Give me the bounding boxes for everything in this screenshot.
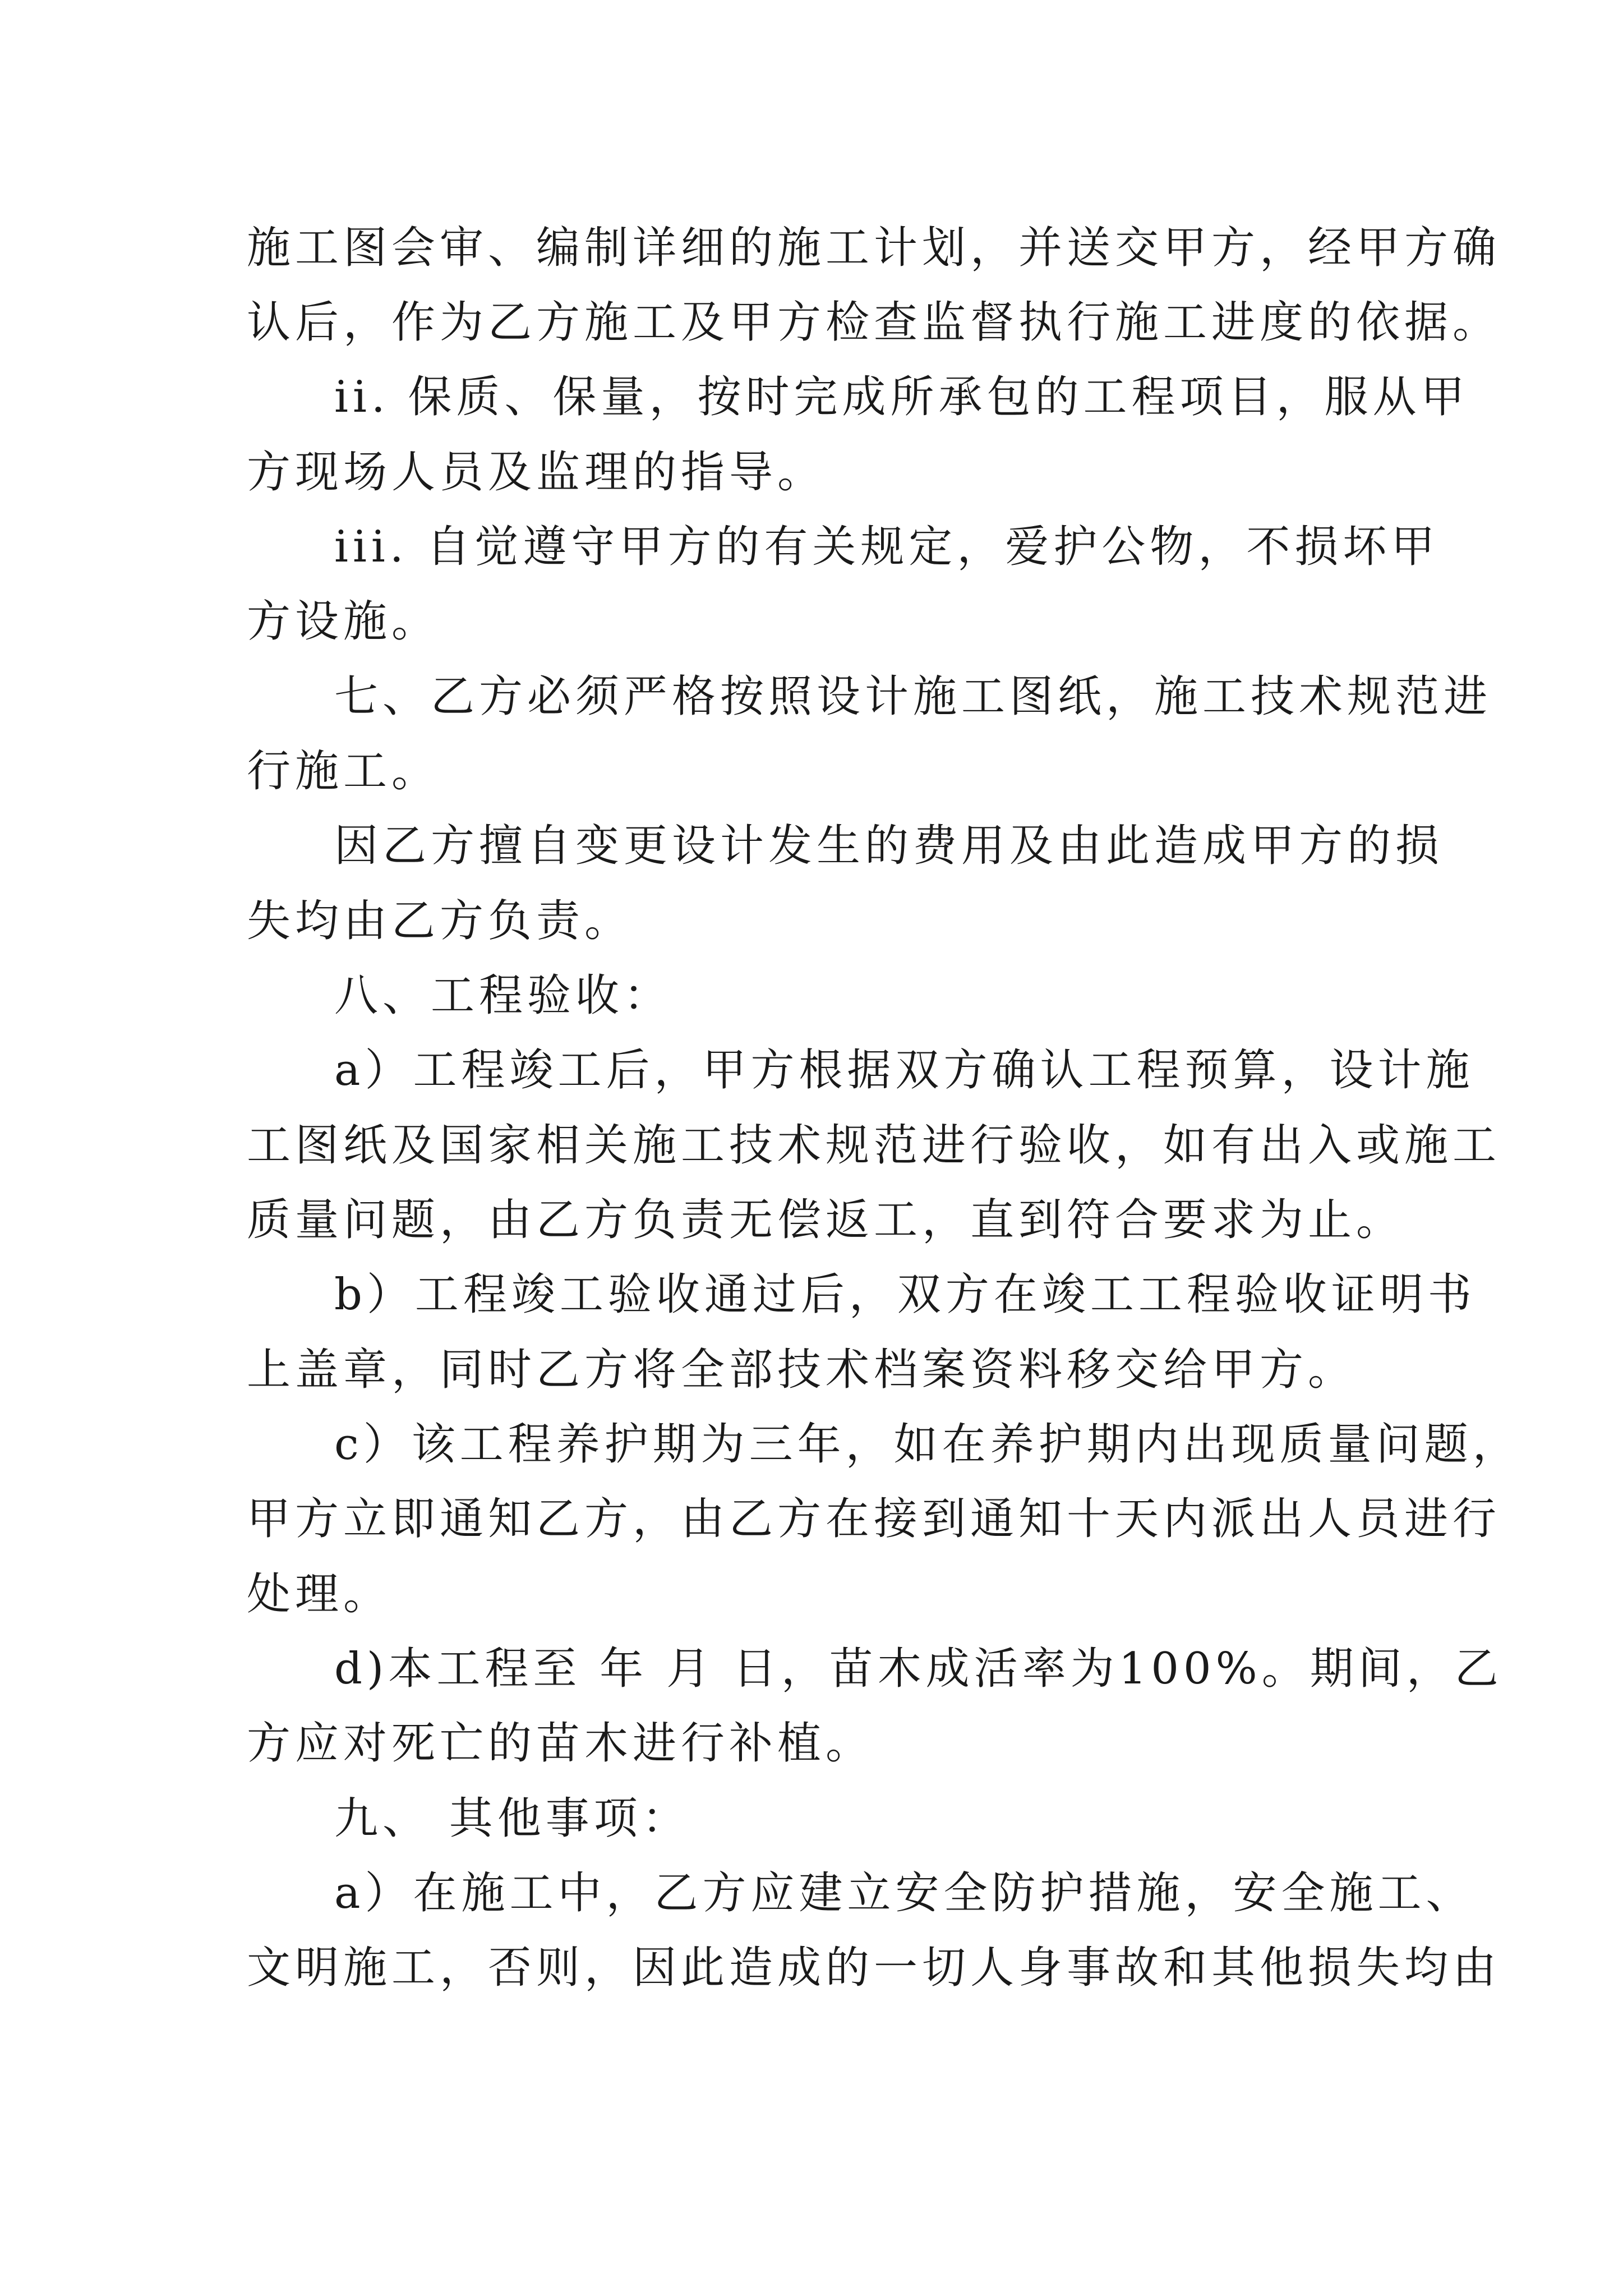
text-line: 因乙方擅自变更设计发生的费用及由此造成甲方的损 [334,821,1444,871]
text-line: 七、乙方必须严格按照设计施工图纸，施工技术规范进 [334,671,1492,722]
text-line: 失均由乙方负责。 [247,896,633,946]
text-line: 八、工程验收： [334,970,672,1021]
text-line: ii. 保质、保量，按时完成所承包的工程项目，服从甲 [334,372,1469,422]
text-line: 上盖章，同时乙方将全部技术档案资料移交给甲方。 [247,1345,1357,1395]
text-line: 处理。 [247,1569,392,1619]
text-line: 文明施工，否则，因此造成的一切人身事故和其他损失均由 [247,1943,1501,1993]
text-line: 方应对死亡的苗木进行补植。 [247,1718,874,1769]
text-line: 甲方立即通知乙方，由乙方在接到通知十天内派出人员进行 [247,1494,1501,1544]
text-line: b）工程竣工验收通过后，双方在竣工工程验收证明书 [334,1269,1476,1320]
text-line: iii. 自觉遵守甲方的有关规定，爱护公物，不损坏甲 [334,522,1440,572]
text-line: 施工图会审、编制详细的施工计划，并送交甲方，经甲方确 [247,223,1501,273]
text-line: 行施工。 [247,746,440,797]
text-line: 质量问题，由乙方负责无偿返工，直到符合要求为止。 [247,1195,1405,1245]
text-line: 九、 其他事项： [334,1793,690,1844]
text-line: a）工程竣工后，甲方根据双方确认工程预算，设计施 [334,1045,1474,1096]
text-line: 工图纸及国家相关施工技术规范进行验收，如有出入或施工 [247,1120,1501,1171]
text-line: 方现场人员及监理的指导。 [247,447,826,498]
text-line: c）该工程养护期为三年，如在养护期内出现质量问题， [334,1419,1521,1470]
text-line: d)本工程至 年 月 日，苗木成活率为100%。期间，乙 [334,1644,1503,1694]
text-line: 方设施。 [247,596,440,647]
text-line: 认后，作为乙方施工及甲方检查监督执行施工进度的依据。 [247,297,1501,348]
text-line: a）在施工中，乙方应建立安全防护措施，安全施工、 [334,1868,1474,1918]
